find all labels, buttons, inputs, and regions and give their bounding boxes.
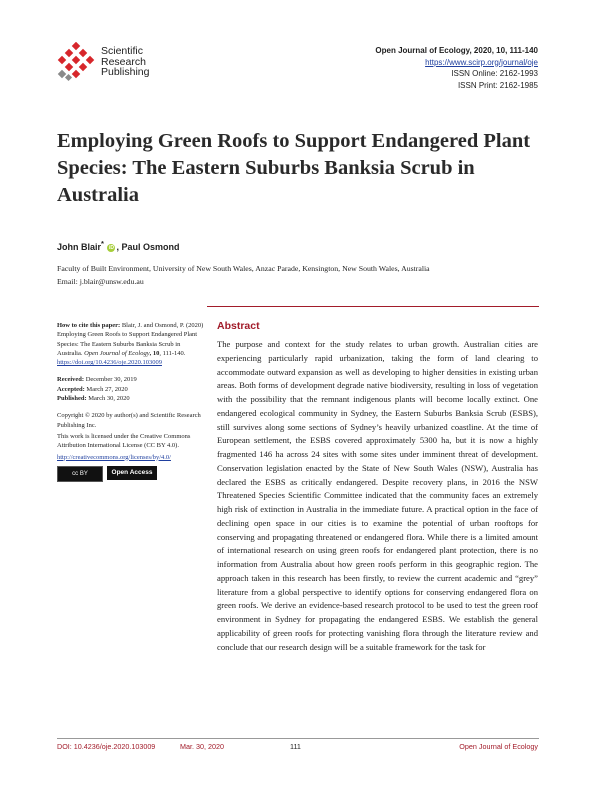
cite-text: Blair, J. and Osmond, P. (2020) Employing Green Roofs to Support Endangered Plant Species: The Eastern Suburbs Banksia Scrub in Australia. xyxy=(57,322,204,357)
how-to-cite xyxy=(57,321,205,367)
email: Email: j.blair@unsw.edu.au xyxy=(57,277,144,286)
license-text: This work is licensed under the Creative Commons Attribution International License (CC BY 4.0). xyxy=(57,432,191,450)
abstract-text: The purpose and context for the study relates to urban growth. Australian cities are experiencing particularly rapid urbanization, taking the form of land clearing to accommodate outward expansion as well as developing to higher densities in existing urban areas. Both forms of development degrade native biodiversity, resulting in loss of vegetation with the possibility that the remnant indigenous plants will become locally extinct. One endangered ecological community in Sydney, the Eastern Suburbs Banksia Scrub (ESBS), still survives along some sections of Sydney’s heavily urbanized coastline. At the time of European settlement, the ESBS covered approximately 5300 ha, but it is now a highly fragmented 146 ha across 24 sites with some sites under imminent threat of development. Conservation legislation enacted by the State of New South Wales (NSW), Australia has declared the ESBS as critically endangered. Despite recovery plans, in 2016 the NSW Threatened Species Scientific Committee indicated that the community faces an extremely high risk of extinction in Australia in the immediate future. A practical option in the face of declining open space in our cities is to examine the potential of urban rooftops for conserving and propagating threatened or endangered flora. While there is a limited amount of international research on using green roofs for endangered plant protection, there is no information from Australia about how green roofs perform in this geographic region. The approach taken in this research has been firstly, to review the current academic and “grey” literature from a global perspective to identify options for conserving endangered flora on green roofs. We derive an evidence-based research protocol to be used to test the green roof environment in Sydney for propagating the endangered ESBS. We establish the general applicability of green roofs for protecting vanishing flora through the literature review and conclude that our research design will be a suitable framework for the task for xyxy=(217,339,538,652)
accepted-label: Accepted: xyxy=(57,385,85,393)
issn-online: ISSN Online: 2162-1993 xyxy=(451,69,538,78)
accepted-date: March 27, 2020 xyxy=(84,385,128,393)
author-name: John Blair xyxy=(57,242,102,252)
history-dates xyxy=(57,375,205,403)
publisher-line-1: Scientific xyxy=(101,45,144,57)
open-access-badge: Open Access xyxy=(107,466,157,480)
journal-info xyxy=(375,45,538,91)
cite-doi-link[interactable]: https://doi.org/10.4236/oje.2020.103009 xyxy=(57,359,162,367)
published-date: March 30, 2020 xyxy=(86,395,130,403)
affiliation: Faculty of Built Environment, University of New South Wales, Anzac Parade, Kensington, New South Wales, Australia xyxy=(57,264,430,273)
journal-citation: Open Journal of Ecology, 2020, 10, 111-140 xyxy=(375,46,538,55)
article-sidebar xyxy=(57,321,205,482)
author-name: Paul Osmond xyxy=(121,242,180,252)
cite-journal: Open Journal of Ecology xyxy=(84,349,150,357)
cite-pages: , 111-140. xyxy=(159,349,186,357)
cc-by-icon[interactable]: cc BY xyxy=(57,466,103,482)
corresponding-author-mark: * xyxy=(101,239,104,248)
publisher-line-3: Publishing xyxy=(101,66,150,78)
published-label: Published: xyxy=(57,395,87,403)
footer-date: Mar. 30, 2020 xyxy=(180,742,224,751)
license-link[interactable]: http://creativecommons.org/licenses/by/4.0/ xyxy=(57,453,171,461)
received-label: Received: xyxy=(57,376,85,384)
received-date: December 30, 2019 xyxy=(84,376,137,384)
journal-url-link[interactable]: https://www.scirp.org/journal/oje xyxy=(425,57,538,67)
footer-journal: Open Journal of Ecology xyxy=(459,742,538,751)
publisher-logo-icon xyxy=(56,42,96,82)
publisher-name xyxy=(101,46,149,78)
cite-label: How to cite this paper: xyxy=(57,322,121,329)
footer-divider xyxy=(57,738,539,739)
license-badges xyxy=(57,466,205,482)
issn-print: ISSN Print: 2162-1985 xyxy=(457,80,538,90)
page-number: 111 xyxy=(290,742,301,751)
section-divider xyxy=(207,306,539,307)
footer-doi[interactable]: DOI: 10.4236/oje.2020.103009 xyxy=(57,742,156,751)
author-separator: , xyxy=(116,242,122,252)
orcid-icon[interactable]: iD xyxy=(108,245,114,251)
publisher-line-2: Research xyxy=(101,55,146,68)
abstract-heading: Abstract xyxy=(217,320,260,332)
author-list xyxy=(57,239,179,252)
article-title: Employing Green Roofs to Support Endangered Plant Species: The Eastern Suburbs Banksia Scrub in Australia xyxy=(57,130,531,206)
copyright: Copyright © 2020 by author(s) and Scientific Research Publishing Inc. xyxy=(57,412,201,429)
cite-volume: , 10 xyxy=(149,349,160,357)
